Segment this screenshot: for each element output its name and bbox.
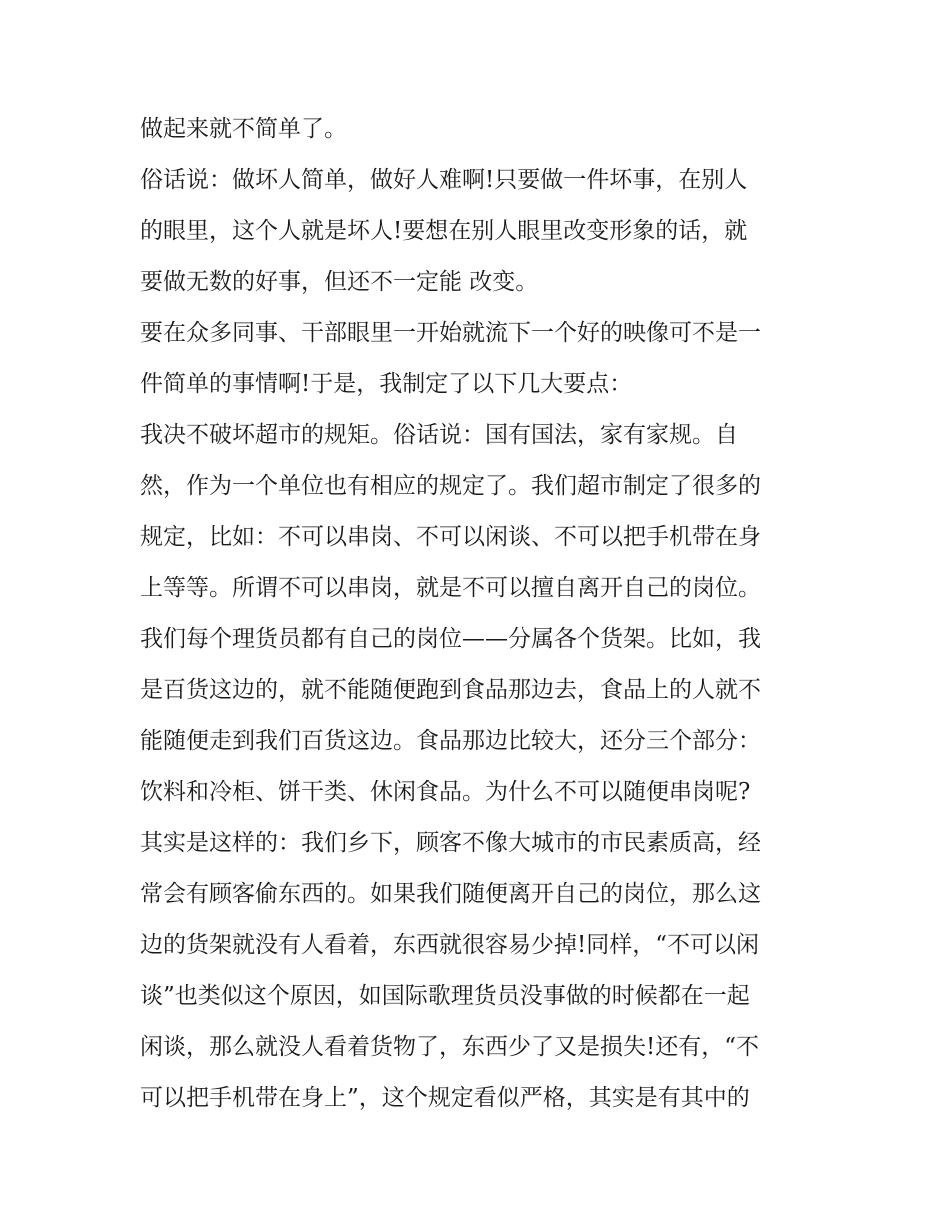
text-line: 做起来就不简单了。 (140, 116, 347, 142)
text-line: 可以把手机带在身上”，这个规定看似严格，其实是有其中的 (140, 1085, 750, 1111)
text-line: 要在众多同事、干部眼里一开始就流下一个好的映像可不是一 (140, 320, 761, 346)
text-line: 俗话说：做坏人简单，做好人难啊!只要做一件坏事，在别人 (140, 167, 748, 193)
text-line: 是百货这边的，就不能随便跑到食品那边去，食品上的人就不 (140, 677, 761, 703)
body-text (140, 104, 820, 1124)
text-line: 规定，比如：不可以串岗、不可以闲谈、不可以把手机带在身 (140, 524, 761, 550)
text-line: 我们每个理货员都有自己的岗位——分属各个货架。比如，我 (140, 626, 761, 652)
text-line: 要做无数的好事，但还不一定能 改变。 (140, 269, 539, 295)
text-line: 的眼里，这个人就是坏人!要想在别人眼里改变形象的话，就 (140, 218, 748, 244)
text-line: 能随便走到我们百货这边。食品那边比较大，还分三个部分： (140, 728, 761, 754)
text-line: 然，作为一个单位也有相应的规定了。我们超市制定了很多的 (140, 473, 761, 499)
text-line: 常会有顾客偷东西的。如果我们随便离开自己的岗位，那么这 (140, 881, 761, 907)
text-line: 边的货架就没有人看着，东西就很容易少掉!同样，“不可以闲 (140, 932, 760, 958)
text-line: 我决不破坏超市的规矩。俗话说：国有国法，家有家规。自 (140, 422, 738, 448)
text-line: 谈”也类似这个原因，如国际歌理货员没事做的时候都在一起 (140, 983, 750, 1009)
text-line: 其实是这样的：我们乡下，顾客不像大城市的市民素质高，经 (140, 830, 761, 856)
text-line: 上等等。所谓不可以串岗，就是不可以擅自离开自己的岗位。 (140, 575, 761, 601)
text-line: 件简单的事情啊!于是，我制定了以下几大要点： (140, 371, 633, 397)
text-line: 闲谈，那么就没人看着货物了，东西少了又是损失!还有，“不 (140, 1034, 760, 1060)
text-line: 饮料和冷柜、饼干类、休闲食品。为什么不可以随便串岗呢? (140, 779, 751, 805)
